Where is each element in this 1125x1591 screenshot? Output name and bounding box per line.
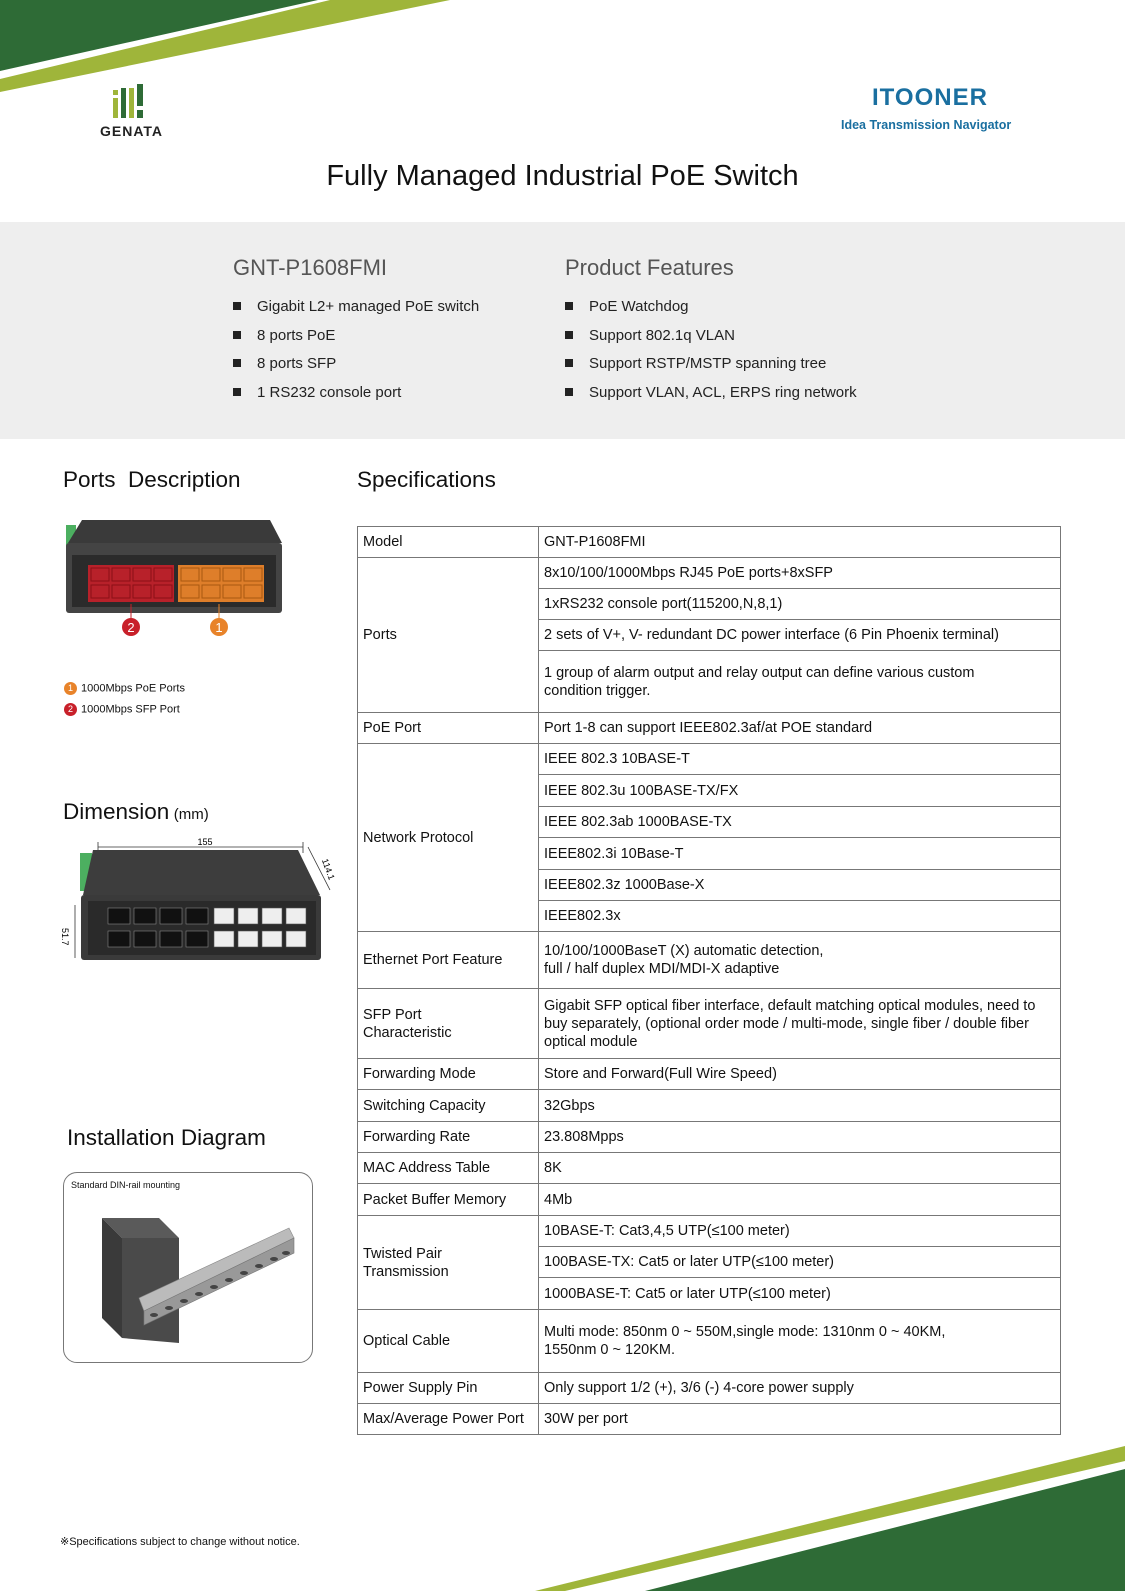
spec-label: Max/Average Power Port	[358, 1404, 539, 1435]
dimension-image	[58, 835, 338, 980]
legend-item-poe	[64, 682, 185, 703]
specifications-heading: Specifications	[357, 467, 496, 492]
table-row	[358, 713, 1061, 744]
genata-wordmark: GENATA	[100, 123, 164, 139]
bullet-square-icon	[565, 359, 573, 367]
dimension-width-label: 155	[197, 837, 213, 847]
bullet-square-icon	[565, 331, 573, 339]
model-list	[233, 293, 479, 407]
features-list	[565, 293, 857, 407]
legend-label-sfp: 1000Mbps SFP Port	[81, 703, 180, 716]
spec-value: 10BASE-T: Cat3,4,5 UTP(≤100 meter)	[539, 1216, 1061, 1247]
spec-value: Only support 1/2 (+), 3/6 (-) 4-core power supply	[539, 1373, 1061, 1404]
table-row	[358, 1404, 1061, 1435]
installation-heading: Installation Diagram	[67, 1125, 266, 1150]
spec-value: IEEE802.3i 10Base-T	[539, 838, 1061, 870]
model-item-text: 1 RS232 console port	[257, 383, 402, 401]
dimension-title: Dimension	[63, 799, 170, 824]
legend-dot-poe: 1	[64, 682, 77, 695]
poe-marker-number: 1	[215, 620, 223, 635]
spec-value: GNT-P1608FMI	[539, 527, 1061, 558]
table-row	[358, 1059, 1061, 1090]
spec-label: Ports	[358, 558, 539, 713]
spec-label: SFP Port Characteristic	[358, 989, 539, 1059]
sfp-port-group	[88, 565, 174, 602]
model-item	[233, 379, 479, 408]
spec-label: Switching Capacity	[358, 1090, 539, 1122]
dimension-height-label: 51.7	[60, 928, 70, 946]
installation-box	[63, 1172, 313, 1363]
model-item-text: Gigabit L2+ managed PoE switch	[257, 298, 480, 315]
spec-value: Store and Forward(Full Wire Speed)	[539, 1059, 1061, 1090]
model-item	[233, 350, 479, 379]
bullet-square-icon	[233, 331, 241, 339]
spec-label: Twisted Pair Transmission	[358, 1216, 539, 1310]
footer-decoration	[0, 1441, 1125, 1591]
dimension-unit: (mm)	[173, 806, 209, 823]
model-item-text: 8 ports PoE	[257, 326, 336, 344]
table-row	[358, 1184, 1061, 1216]
genata-logo-mark	[113, 84, 153, 120]
ports-description-heading: Ports Description	[63, 467, 241, 492]
feature-item-text: Support RSTP/MSTP spanning tree	[589, 355, 827, 372]
summary-band	[0, 222, 1125, 439]
table-row	[358, 1090, 1061, 1122]
spec-label: Network Protocol	[358, 744, 539, 932]
bullet-square-icon	[233, 388, 241, 396]
spec-value: 32Gbps	[539, 1090, 1061, 1122]
model-item-text: 8 ports SFP	[257, 355, 337, 372]
spec-value: IEEE802.3z 1000Base-X	[539, 870, 1061, 901]
spec-value: 8K	[539, 1153, 1061, 1184]
feature-item	[565, 293, 857, 322]
spec-value: 1 group of alarm output and relay output can define various custom condition trigger.	[539, 651, 1061, 713]
poe-port-group	[178, 565, 264, 602]
spec-value: IEEE 802.3 10BASE-T	[539, 744, 1061, 775]
spec-value: 8x10/100/1000Mbps RJ45 PoE ports+8xSFP	[539, 558, 1061, 589]
genata-logo	[98, 84, 168, 140]
model-item	[233, 322, 479, 351]
bullet-square-icon	[233, 359, 241, 367]
feature-item	[565, 350, 857, 379]
spec-label: Forwarding Rate	[358, 1122, 539, 1153]
spec-label: Forwarding Mode	[358, 1059, 539, 1090]
table-row	[358, 1216, 1061, 1247]
dimension-heading	[63, 799, 209, 825]
dimension-depth-label: 114.1	[319, 857, 337, 882]
feature-item	[565, 322, 857, 351]
feature-item-text: PoE Watchdog	[589, 298, 689, 315]
bullet-square-icon	[565, 388, 573, 396]
itooner-wordmark	[872, 84, 988, 112]
spec-label: MAC Address Table	[358, 1153, 539, 1184]
feature-item	[565, 379, 857, 408]
bullet-square-icon	[233, 302, 241, 310]
din-rail-image	[64, 1173, 312, 1362]
specifications-table	[357, 526, 1061, 1435]
spec-label: Power Supply Pin	[358, 1373, 539, 1404]
spec-value: 4Mb	[539, 1184, 1061, 1216]
spec-value: 2 sets of V+, V- redundant DC power interface (6 Pin Phoenix terminal)	[539, 620, 1061, 651]
installation-caption: Standard DIN-rail mounting	[71, 1180, 181, 1190]
spec-value: Multi mode: 850nm 0 ~ 550M,single mode: 1310nm 0 ~ 40KM, 1550nm 0 ~ 120KM.	[539, 1310, 1061, 1373]
table-row	[358, 527, 1061, 558]
spec-value: Gigabit SFP optical fiber interface, default matching optical modules, need to buy separately, (optional order mode / multi-mode, single fiber / double fiber optical module	[539, 989, 1061, 1059]
bullet-square-icon	[565, 302, 573, 310]
spec-label: Model	[358, 527, 539, 558]
page-title: Fully Managed Industrial PoE Switch	[326, 160, 799, 192]
legend-label-poe: 1000Mbps PoE Ports	[81, 682, 185, 695]
spec-value: 10/100/1000BaseT (X) automatic detection, full / half duplex MDI/MDI-X adaptive	[539, 932, 1061, 989]
table-row	[358, 744, 1061, 775]
spec-value: 23.808Mpps	[539, 1122, 1061, 1153]
spec-value: 100BASE-TX: Cat5 or later UTP(≤100 meter)	[539, 1247, 1061, 1278]
features-block	[565, 255, 857, 407]
feature-item-text: Support VLAN, ACL, ERPS ring network	[589, 383, 857, 401]
sfp-marker-number: 2	[127, 620, 135, 635]
switch-front-image	[60, 515, 300, 655]
itooner-tagline: Idea Transmission Navigator	[841, 118, 1012, 132]
switch-body-top	[68, 520, 282, 543]
model-heading: GNT-P1608FMI	[233, 255, 388, 280]
footnote: ※Specifications subject to change without notice.	[60, 1536, 300, 1548]
spec-label: PoE Port	[358, 713, 539, 744]
spec-value: 1xRS232 console port(115200,N,8,1)	[539, 589, 1061, 620]
spec-value: IEEE 802.3u 100BASE-TX/FX	[539, 775, 1061, 807]
spec-label: Ethernet Port Feature	[358, 932, 539, 989]
spec-value: 30W per port	[539, 1404, 1061, 1435]
spec-value: 1000BASE-T: Cat5 or later UTP(≤100 meter)	[539, 1278, 1061, 1310]
table-row	[358, 1373, 1061, 1404]
spec-label: Packet Buffer Memory	[358, 1184, 539, 1216]
spec-value: IEEE802.3x	[539, 901, 1061, 932]
table-row	[358, 1310, 1061, 1373]
table-row	[358, 989, 1061, 1059]
table-row	[358, 558, 1061, 589]
spec-label: Optical Cable	[358, 1310, 539, 1373]
model-block	[233, 255, 479, 407]
feature-item-text: Support 802.1q VLAN	[589, 326, 735, 344]
model-item	[233, 293, 479, 322]
itooner-wordmark-text: ITOONER	[872, 84, 988, 111]
legend-item-sfp	[64, 703, 185, 724]
features-heading: Product Features	[565, 255, 734, 280]
table-row	[358, 1122, 1061, 1153]
ports-legend	[64, 682, 185, 724]
table-row	[358, 932, 1061, 989]
table-row	[358, 1153, 1061, 1184]
spec-value: Port 1-8 can support IEEE802.3af/at POE standard	[539, 713, 1061, 744]
itooner-logo	[838, 84, 1038, 136]
spec-value: IEEE 802.3ab 1000BASE-TX	[539, 807, 1061, 838]
legend-dot-sfp: 2	[64, 703, 77, 716]
